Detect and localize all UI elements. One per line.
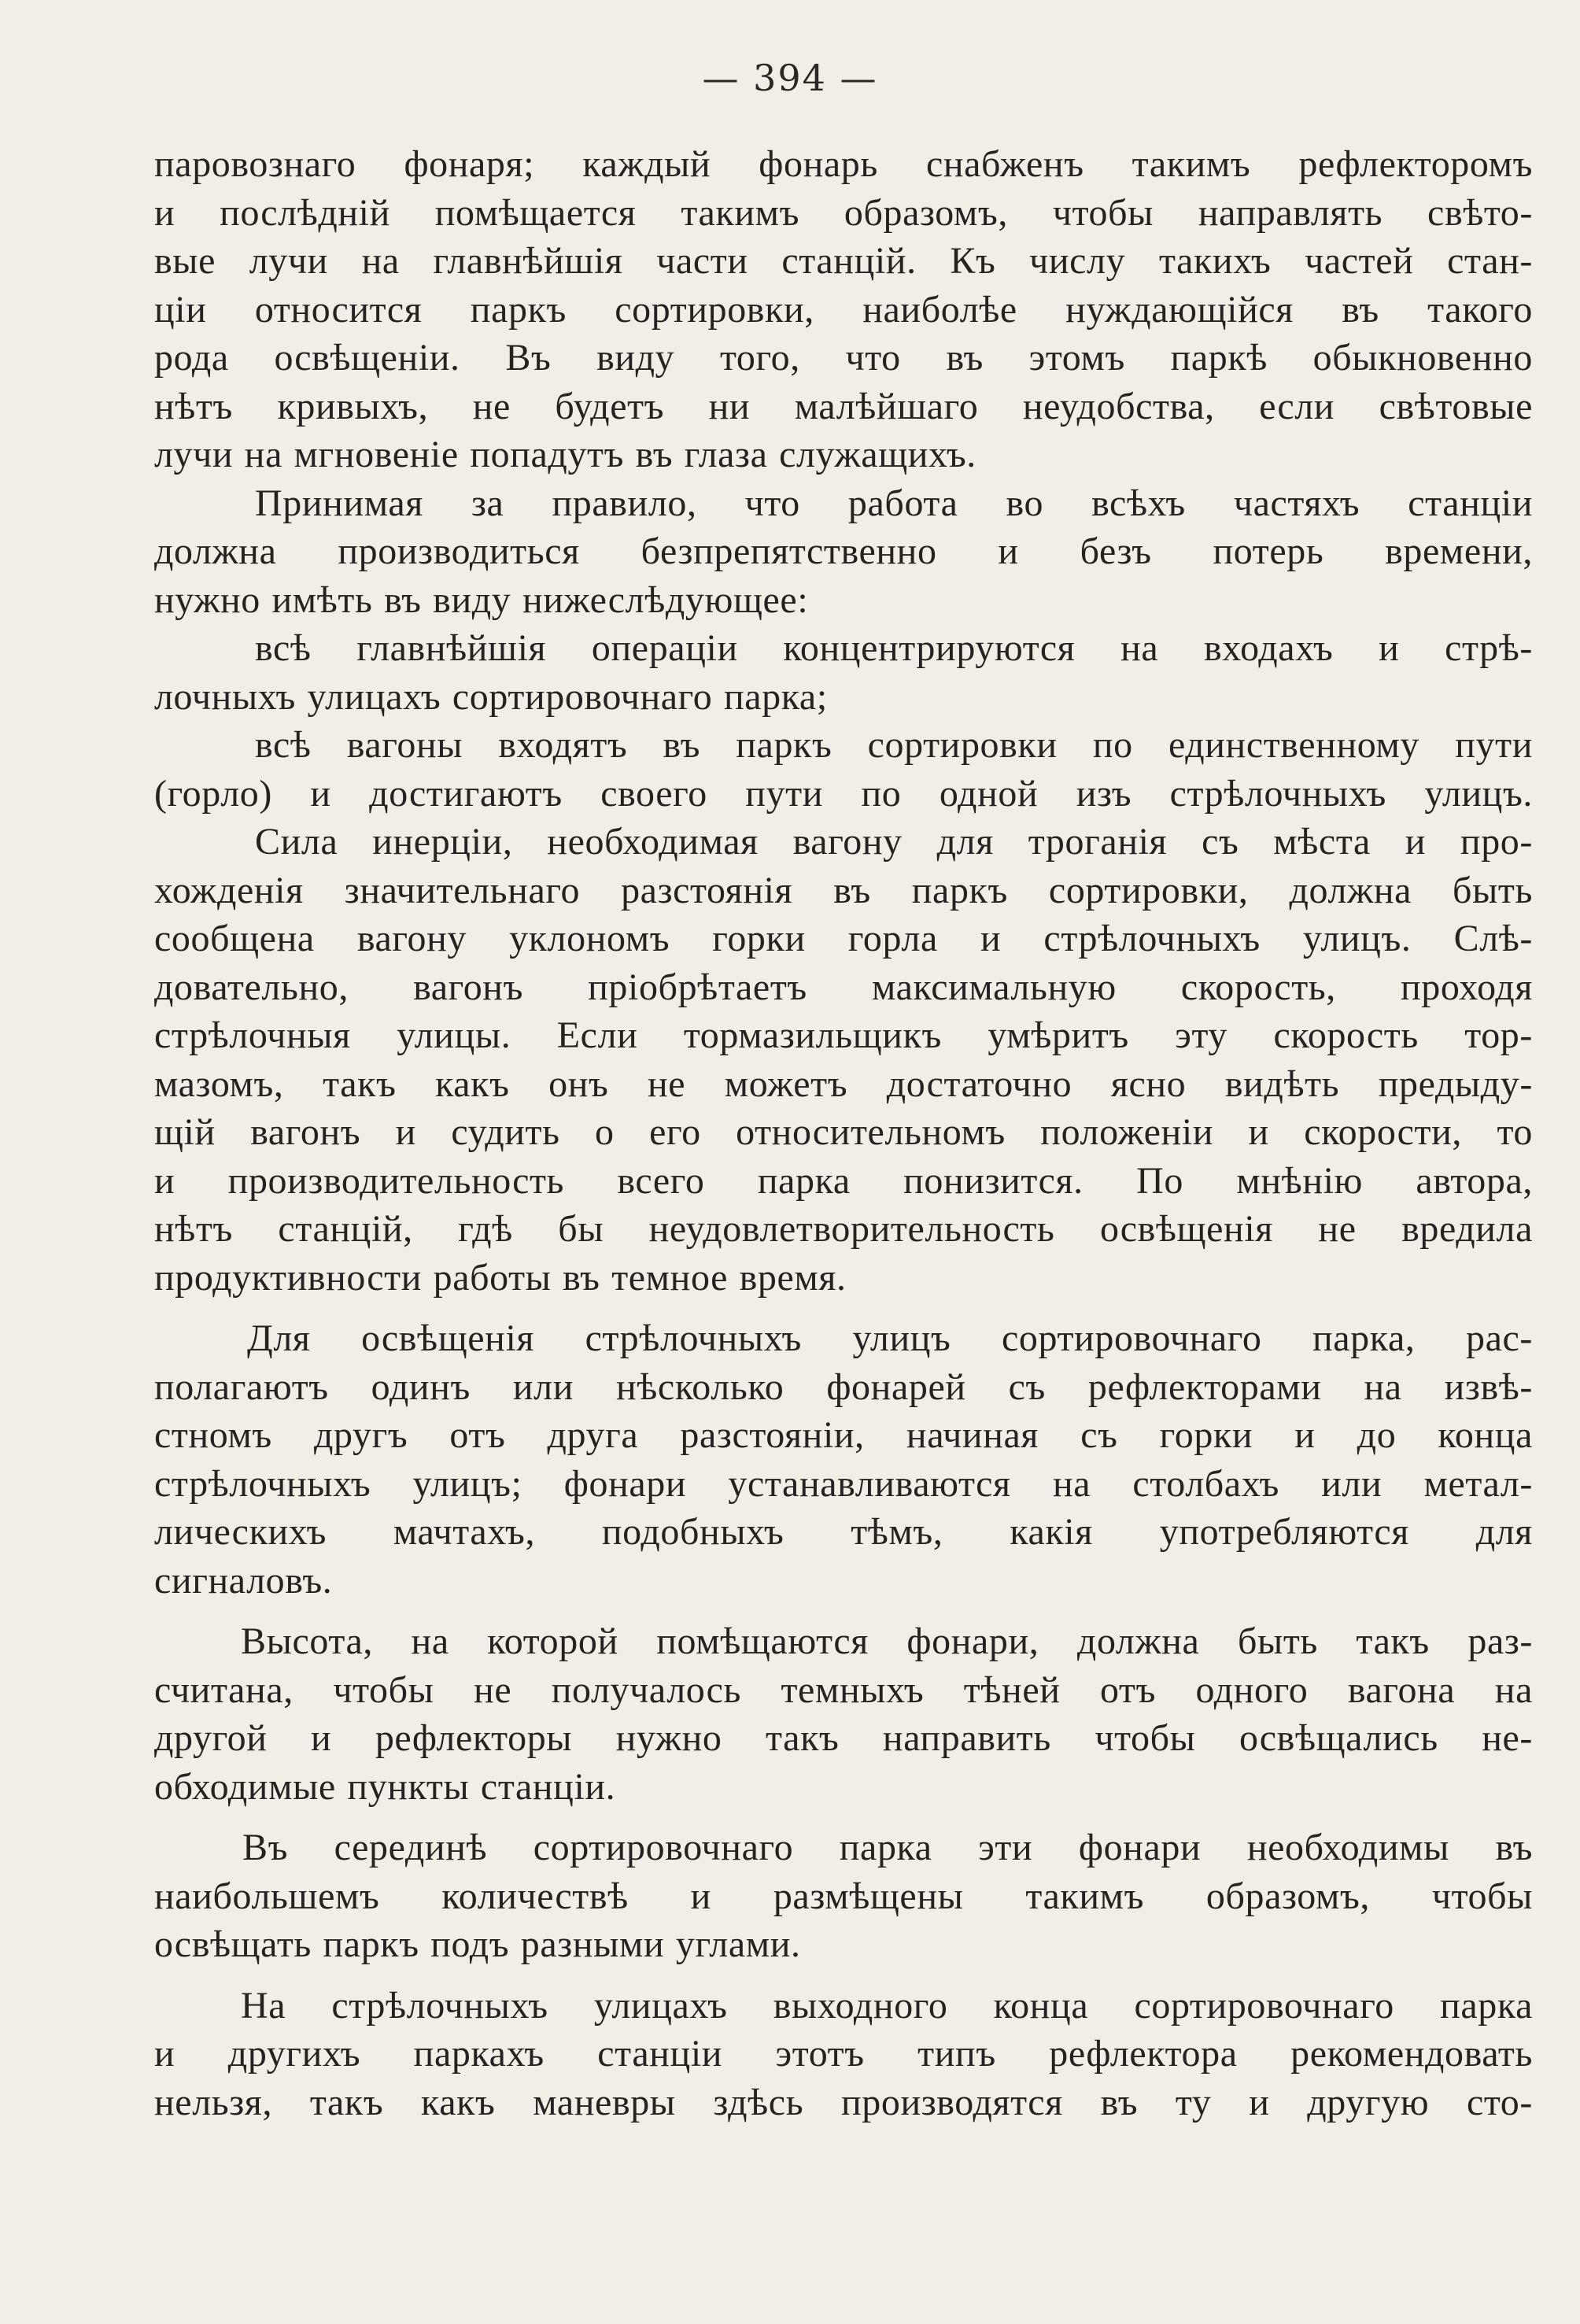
text-line: полагаютъ одинъ или нѣсколько фонарей съ рефлекторами на извѣ- [154,1365,1533,1408]
text-line: довательно, вагонъ пріобрѣтаетъ максимальную скорость, проходя [154,966,1533,1008]
text-line: хожденія значительнаго разстоянія въ паркъ сортировки, должна быть [154,869,1533,911]
text-line: Высота, на которой помѣщаются фонари, должна быть такъ раз- [241,1620,1533,1662]
text-line: Въ серединѣ сортировочнаго парка эти фонари необходимы въ [242,1827,1533,1868]
text-line: стрѣлочныхъ улицъ; фонари устанавливаются на столбахъ или метал- [154,1462,1533,1505]
text-line: На стрѣлочныхъ улицахъ выходного конца сортировочнаго парка [241,1984,1533,2027]
paragraph [154,818,1533,1302]
text-line: (горло) и достигаютъ своего пути по одной изъ стрѣлочныхъ улицъ. [154,772,1533,815]
text-line: считана, чтобы не получалось темныхъ тѣней отъ одного вагона на [154,1668,1533,1711]
text-line: другой и рефлекторы нужно такъ направить чтобы освѣщались не- [154,1717,1533,1759]
text-line: мазомъ, такъ какъ онъ не можетъ достаточно ясно видѣть предыду- [154,1062,1533,1105]
text-line: обходимые пункты станціи. [154,1765,616,1808]
text-line: всѣ главнѣйшія операціи концентрируются на входахъ и стрѣ- [255,627,1533,669]
text-line: нельзя, такъ какъ маневры здѣсь производятся въ ту и другую сто- [154,2081,1533,2123]
text-line: лическихъ мачтахъ, подобныхъ тѣмъ, какія употребляются для [154,1511,1533,1553]
text-line: щій вагонъ и судить о его относительномъ положеніи и скорости, то [154,1111,1533,1153]
paragraph [154,624,1533,721]
text-line: паровознаго фонаря; каждый фонарь снабженъ такимъ рефлекторомъ [154,143,1533,185]
text-line: и другихъ паркахъ станціи этотъ типъ рефлектора рекомендовать [154,2033,1533,2075]
text-line: нужно имѣть въ виду нижеслѣдующее: [154,578,809,621]
paragraph [154,1823,1533,1969]
text-line: вые лучи на главнѣйшія части станцій. Къ числу такихъ частей стан- [154,240,1533,282]
text-line: и производительность всего парка понизится. По мнѣнію автора, [154,1159,1533,1202]
text-line: всѣ вагоны входятъ въ паркъ сортировки по единственному пути [255,724,1533,766]
paragraph [154,1617,1533,1811]
body-text [154,140,1533,2126]
text-line: нѣтъ станцій, гдѣ бы неудовлетворительность освѣщенія не вредила [154,1208,1533,1250]
text-line: сообщена вагону уклономъ горки горла и стрѣлочныхъ улицъ. Слѣ- [154,918,1533,959]
text-line: нѣтъ кривыхъ, не будетъ ни малѣйшаго неудобства, если свѣтовые [154,385,1533,427]
text-line: стрѣлочныя улицы. Если тормазильщикъ умѣритъ эту скорость тор- [154,1014,1533,1056]
text-line: стномъ другъ отъ друга разстояніи, начиная съ горки и до конца [154,1414,1533,1456]
text-line: наибольшемъ количествѣ и размѣщены такимъ образомъ, чтобы [154,1875,1533,1917]
paragraph [154,140,1533,479]
text-line: должна производиться безпрепятственно и безъ потерь времени, [154,530,1533,572]
paragraph [154,1982,1533,2127]
paragraph [154,1314,1533,1605]
paragraph [154,721,1533,818]
text-line: рода освѣщеніи. Въ виду того, что въ этомъ паркѣ обыкновенно [154,337,1533,379]
text-line: Принимая за правило, что работа во всѣхъ частяхъ станціи [255,482,1533,524]
text-line: освѣщать паркъ подъ разными углами. [154,1923,801,1965]
text-line: и послѣдній помѣщается такимъ образомъ, чтобы направлять свѣто- [154,191,1533,234]
text-line: ціи относится паркъ сортировки, наиболѣе нуждающійся въ такого [154,288,1533,331]
paragraph [154,479,1533,625]
text-line: лучи на мгновеніе попадутъ въ глаза служащихъ. [154,434,976,475]
text-line: Сила инерціи, необходимая вагону для троганія съ мѣста и про- [255,821,1533,863]
text-line: лочныхъ улицахъ сортировочнаго парка; [154,675,828,718]
text-line: сигналовъ. [154,1559,333,1602]
text-line: продуктивности работы въ темное время. [154,1256,847,1299]
text-line: Для освѣщенія стрѣлочныхъ улицъ сортировочнаго парка, рас- [247,1317,1533,1359]
page-number: — 394 — [702,57,878,99]
